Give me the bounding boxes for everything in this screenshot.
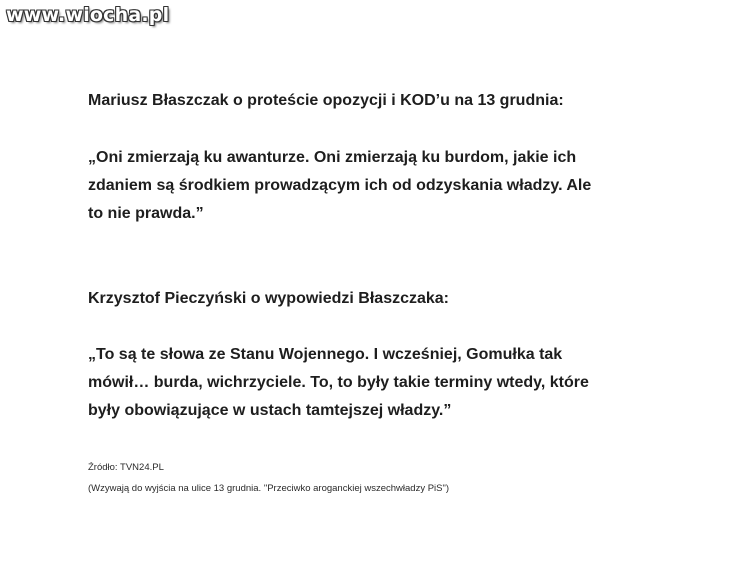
section1-quote-line-1: „Oni zmierzają ku awanturze. Oni zmierzają ku burdom, jakie ich	[88, 149, 577, 166]
section1-quote-line-3: to nie prawda.”	[88, 205, 204, 222]
section2-heading: Krzysztof Pieczyński o wypowiedzi Błaszczaka:	[88, 290, 450, 307]
section2-quote-line-1: „To są te słowa ze Stanu Wojennego. I wcześniej, Gomułka tak	[88, 346, 563, 363]
section1-heading: Mariusz Błaszczak o proteście opozycji i KOD’u na 13 grudnia:	[88, 92, 564, 109]
section2-quote-line-3: były obowiązujące w ustach tamtejszej władzy.”	[88, 402, 452, 419]
watermark-logo: www.wiocha.pl	[6, 4, 170, 26]
section1-quote-line-2: zdaniem są środkiem prowadzącym ich od odzyskania władzy. Ale	[88, 177, 592, 194]
section2-quote-line-2: mówił… burda, wichrzyciele. To, to były takie terminy wtedy, które	[88, 374, 589, 391]
source-note: (Wzywają do wyjścia na ulice 13 grudnia. "Przeciwko aroganckiej wszechwładzy PiS")	[88, 483, 450, 494]
source-credit: Źródło: TVN24.PL	[88, 462, 164, 473]
